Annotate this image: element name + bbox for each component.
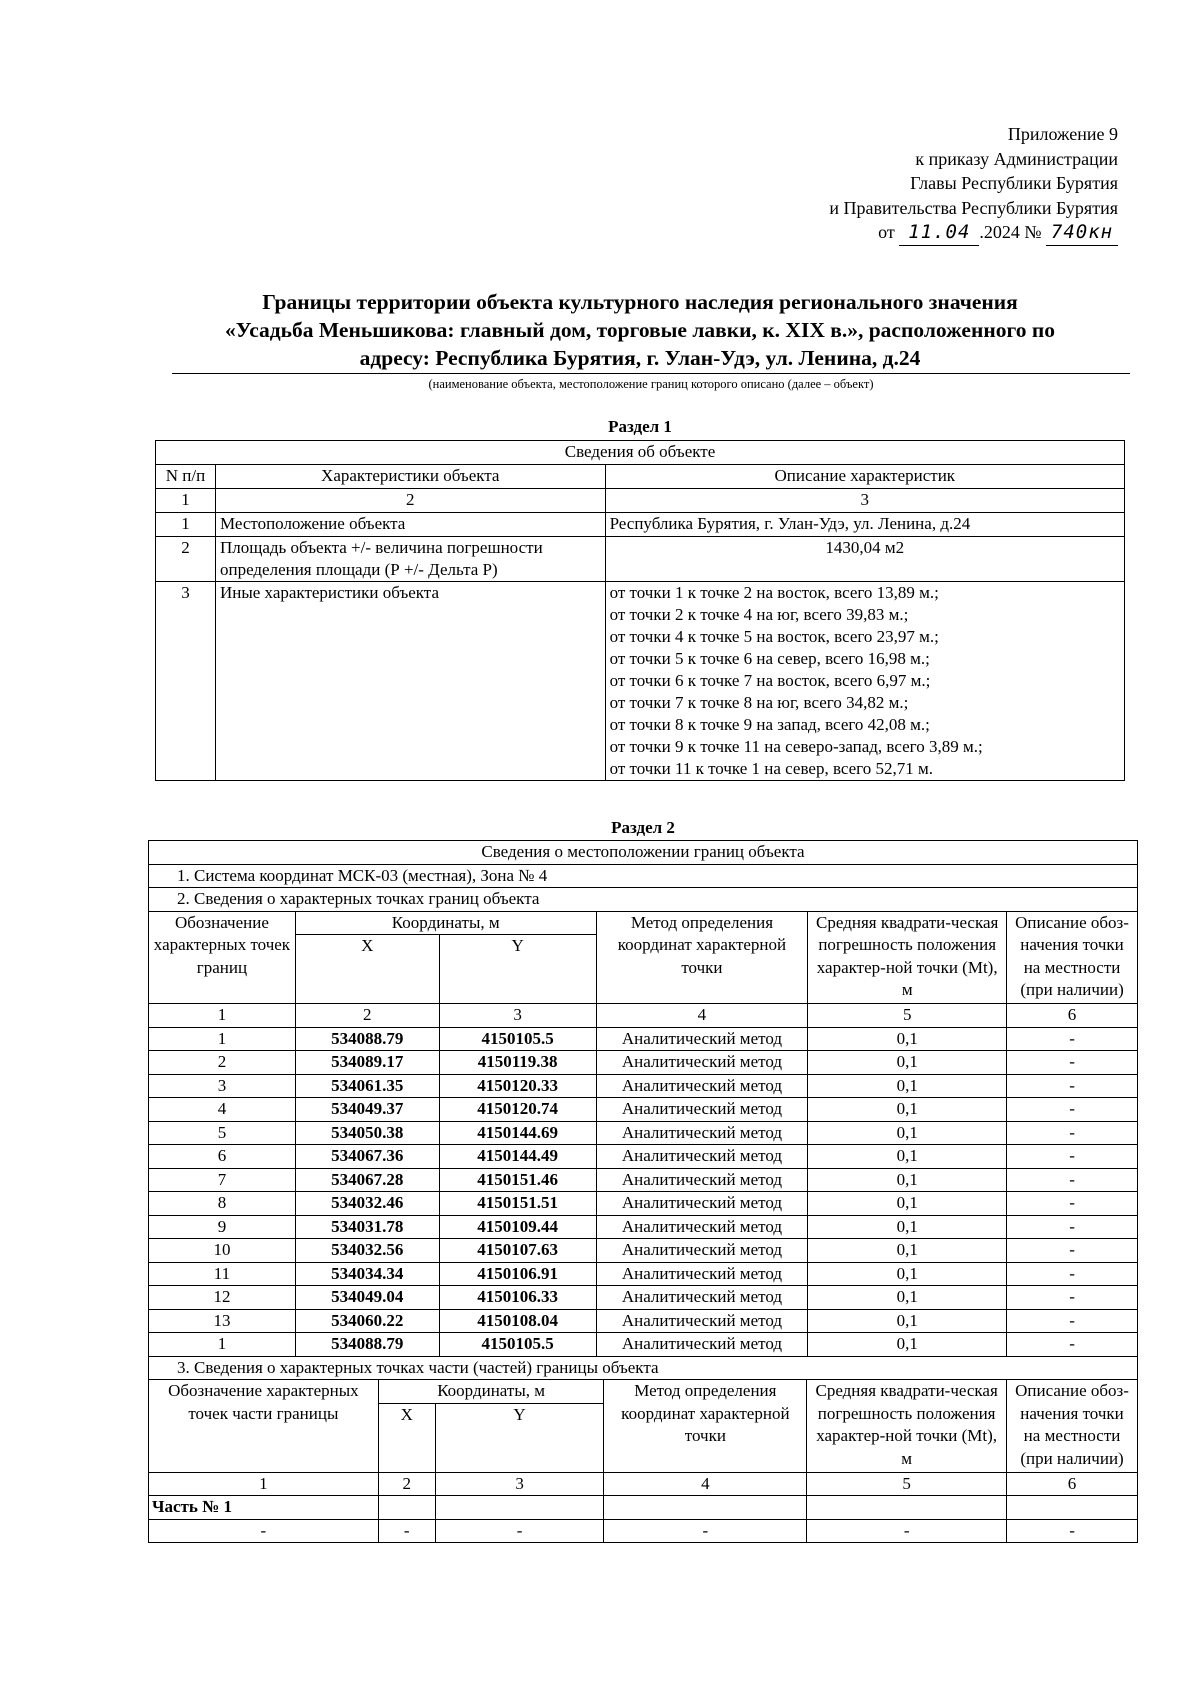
boundary-segment: от точки 7 к точке 8 на юг, всего 34,82 м.; [609,693,909,712]
point-id: 7 [149,1168,296,1192]
point-id: 13 [149,1309,296,1333]
point-id: 1 [149,1027,296,1051]
point-desc: - [1007,1074,1138,1098]
point-desc: - [1007,1262,1138,1286]
column-header: Средняя квадрати-ческая погрешность положения характер-ной точки (Mt), м [808,911,1007,1004]
point-id: 9 [149,1215,296,1239]
point-x: 534049.04 [295,1286,439,1310]
point-row [149,1286,1138,1310]
point-method: Аналитический метод [596,1098,808,1122]
point-x: 534067.28 [295,1168,439,1192]
section2-table-title: Сведения о местоположении границ объекта [149,841,1138,865]
point-id: 5 [149,1121,296,1145]
boundary-segment: от точки 9 к точке 11 на северо-запад, всего 3,89 м.; [609,737,983,756]
column-number: 2 [215,489,605,513]
point-id: 2 [149,1051,296,1075]
point-mt: 0,1 [808,1098,1007,1122]
table-row [156,537,1125,582]
point-desc: - [1007,1051,1138,1075]
boundary-segment: от точки 2 к точке 4 на юг, всего 39,83 м.; [609,605,909,624]
document-title [155,288,1125,372]
point-y: 4150151.51 [439,1192,596,1216]
empty-cell [435,1496,604,1520]
point-mt: 0,1 [808,1074,1007,1098]
point-row [149,1145,1138,1169]
column-header-x: X [295,935,439,1004]
point-desc: - [1007,1121,1138,1145]
point-y: 4150107.63 [439,1239,596,1263]
point-row [149,1051,1138,1075]
point-x: 534032.46 [295,1192,439,1216]
point-x: 534031.78 [295,1215,439,1239]
point-id: 6 [149,1145,296,1169]
section2-points-table [148,840,1138,1380]
title-note: (наименование объекта, местоположение границ которого описано (далее – объект) [428,377,874,391]
point-id: 11 [149,1262,296,1286]
point-row [149,1098,1138,1122]
point-mt: 0,1 [808,1262,1007,1286]
boundary-segment: от точки 4 к точке 5 на восток, всего 23,97 м.; [609,627,939,646]
characteristic-name: Площадь объекта +/- величина погрешности определения площади (Р +/- Дельта Р) [215,537,605,582]
point-id: 10 [149,1239,296,1263]
point-x: 534088.79 [295,1027,439,1051]
appendix-line: Главы Республики Бурятия [910,173,1118,193]
column-header: Характеристики объекта [215,465,605,489]
point-y: 4150105.5 [439,1333,596,1357]
part-cell: - [807,1519,1007,1543]
point-desc: - [1007,1192,1138,1216]
column-number: 6 [1007,1472,1138,1496]
title-line: адресу: Республика Бурятия, г. Улан-Удэ, ул. Ленина, д.24 [359,346,921,370]
column-header: Метод определения координат характерной точки [596,911,808,1004]
point-mt: 0,1 [808,1333,1007,1357]
appendix-line: Приложение 9 [1007,124,1118,144]
point-y: 4150120.74 [439,1098,596,1122]
part-cell: - [435,1519,604,1543]
point-mt: 0,1 [808,1051,1007,1075]
column-header: N п/п [156,465,216,489]
point-y: 4150106.33 [439,1286,596,1310]
point-y: 4150120.33 [439,1074,596,1098]
point-method: Аналитический метод [596,1262,808,1286]
boundary-segment: от точки 11 к точке 1 на север, всего 52,71 м. [609,759,933,778]
section2-heading: Раздел 2 [611,818,675,837]
point-row [149,1215,1138,1239]
point-method: Аналитический метод [596,1074,808,1098]
point-row [149,1027,1138,1051]
column-number: 4 [596,1004,808,1028]
point-method: Аналитический метод [596,1286,808,1310]
point-id: 4 [149,1098,296,1122]
point-method: Аналитический метод [596,1239,808,1263]
table-row [156,582,1125,781]
point-method: Аналитический метод [596,1168,808,1192]
point-desc: - [1007,1309,1138,1333]
point-mt: 0,1 [808,1192,1007,1216]
point-x: 534034.34 [295,1262,439,1286]
point-id: 8 [149,1192,296,1216]
appendix-line: к приказу Администрации [915,148,1118,169]
column-header-y: Y [435,1403,604,1472]
boundary-segment: от точки 8 к точке 9 на запад, всего 42,08 м.; [609,715,930,734]
column-number: 5 [807,1472,1007,1496]
point-mt: 0,1 [808,1121,1007,1145]
point-desc: - [1007,1168,1138,1192]
appendix-line: и Правительства Республики Бурятия [829,197,1118,218]
point-method: Аналитический метод [596,1333,808,1357]
characteristic-name: Местоположение объекта [215,513,605,537]
point-id: 12 [149,1286,296,1310]
point-y: 4150151.46 [439,1168,596,1192]
point-y: 4150109.44 [439,1215,596,1239]
column-number: 1 [156,489,216,513]
point-x: 534060.22 [295,1309,439,1333]
point-id: 1 [149,1333,296,1357]
empty-cell [1007,1496,1138,1520]
part-cell: - [378,1519,435,1543]
coordinate-system: 1. Система координат МСК-03 (местная), Зона № 4 [149,864,1138,888]
point-method: Аналитический метод [596,1051,808,1075]
point-y: 4150119.38 [439,1051,596,1075]
point-y: 4150105.5 [439,1027,596,1051]
column-header: Обозначение характерных точек части границы [149,1380,379,1473]
point-row [149,1168,1138,1192]
column-number: 3 [435,1472,604,1496]
order-date-line [829,220,1118,246]
column-number: 2 [378,1472,435,1496]
column-number: 4 [604,1472,807,1496]
characteristic-value: Республика Бурятия, г. Улан-Удэ, ул. Ленина, д.24 [605,513,1124,537]
section1-table-title: Сведения об объекте [156,441,1125,465]
order-number-handwritten: 740кн [1046,220,1118,246]
column-header: Описание обоз-начения точки на местности (при наличии) [1007,911,1138,1004]
part-label: Часть № 1 [149,1496,379,1520]
column-header: Метод определения координат характерной точки [604,1380,807,1473]
column-header-x: X [378,1403,435,1472]
point-x: 534061.35 [295,1074,439,1098]
column-header: Описание обоз-начения точки на местности (при наличии) [1007,1380,1138,1473]
column-number: 3 [605,489,1124,513]
column-number: 1 [149,1004,296,1028]
point-y: 4150108.04 [439,1309,596,1333]
column-number: 6 [1007,1004,1138,1028]
column-header: Средняя квадрати-ческая погрешность положения характер-ной точки (Mt), м [807,1380,1007,1473]
appendix-header [829,122,1118,246]
column-header: Обозначение характерных точек границ [149,911,296,1004]
point-desc: - [1007,1239,1138,1263]
boundary-segment: от точки 1 к точке 2 на восток, всего 13,89 м.; [609,583,939,602]
point-x: 534089.17 [295,1051,439,1075]
point-mt: 0,1 [808,1239,1007,1263]
column-number: 3 [439,1004,596,1028]
part-cell: - [1007,1519,1138,1543]
point-mt: 0,1 [808,1027,1007,1051]
section1-heading: Раздел 1 [608,417,672,436]
column-header: Координаты, м [295,911,596,935]
point-x: 534050.38 [295,1121,439,1145]
characteristic-name: Иные характеристики объекта [215,582,605,781]
empty-cell [807,1496,1007,1520]
point-mt: 0,1 [808,1168,1007,1192]
column-header-y: Y [439,935,596,1004]
points-subtitle: 2. Сведения о характерных точках границ объекта [149,888,1138,912]
point-row [149,1309,1138,1333]
point-x: 534032.56 [295,1239,439,1263]
column-header: Описание характеристик [605,465,1124,489]
point-row [149,1239,1138,1263]
point-method: Аналитический метод [596,1027,808,1051]
column-header: Координаты, м [378,1380,604,1404]
row-number: 2 [156,537,216,582]
parts-subtitle: 3. Сведения о характерных точках части (частей) границы объекта [149,1356,1138,1380]
table-row [156,513,1125,537]
column-number: 1 [149,1472,379,1496]
section2-parts-table [148,1379,1138,1543]
point-y: 4150106.91 [439,1262,596,1286]
point-row [149,1121,1138,1145]
boundary-segment: от точки 5 к точке 6 на север, всего 16,98 м.; [609,649,930,668]
part-cell: - [149,1519,379,1543]
point-x: 534088.79 [295,1333,439,1357]
point-desc: - [1007,1286,1138,1310]
boundary-segment: от точки 6 к точке 7 на восток, всего 6,97 м.; [609,671,931,690]
points-body [149,1027,1138,1356]
point-desc: - [1007,1145,1138,1169]
point-method: Аналитический метод [596,1145,808,1169]
order-date-handwritten: 11.04 [899,220,979,246]
point-desc: - [1007,1215,1138,1239]
title-underline [172,373,1130,374]
characteristic-value: 1430,04 м2 [605,537,1124,582]
title-line: Границы территории объекта культурного наследия регионального значения [262,290,1018,314]
point-mt: 0,1 [808,1309,1007,1333]
row-number: 3 [156,582,216,781]
point-mt: 0,1 [808,1286,1007,1310]
point-method: Аналитический метод [596,1309,808,1333]
point-mt: 0,1 [808,1215,1007,1239]
row-number: 1 [156,513,216,537]
part-cell: - [604,1519,807,1543]
point-method: Аналитический метод [596,1121,808,1145]
point-row [149,1074,1138,1098]
point-id: 3 [149,1074,296,1098]
point-x: 534049.37 [295,1098,439,1122]
characteristic-value-list [605,582,1124,781]
column-number: 5 [808,1004,1007,1028]
column-number: 2 [295,1004,439,1028]
point-desc: - [1007,1027,1138,1051]
point-x: 534067.36 [295,1145,439,1169]
point-y: 4150144.69 [439,1121,596,1145]
point-method: Аналитический метод [596,1215,808,1239]
point-y: 4150144.49 [439,1145,596,1169]
point-row [149,1333,1138,1357]
point-row [149,1192,1138,1216]
point-mt: 0,1 [808,1145,1007,1169]
title-line: «Усадьба Меньшикова: главный дом, торговые лавки, к. XIX в.», расположенного по [225,318,1055,342]
date-year: .2024 № [979,222,1042,242]
date-prefix: от [878,222,895,242]
point-method: Аналитический метод [596,1192,808,1216]
point-desc: - [1007,1333,1138,1357]
empty-cell [378,1496,435,1520]
point-desc: - [1007,1098,1138,1122]
point-row [149,1262,1138,1286]
section1-table [155,440,1125,781]
empty-cell [604,1496,807,1520]
